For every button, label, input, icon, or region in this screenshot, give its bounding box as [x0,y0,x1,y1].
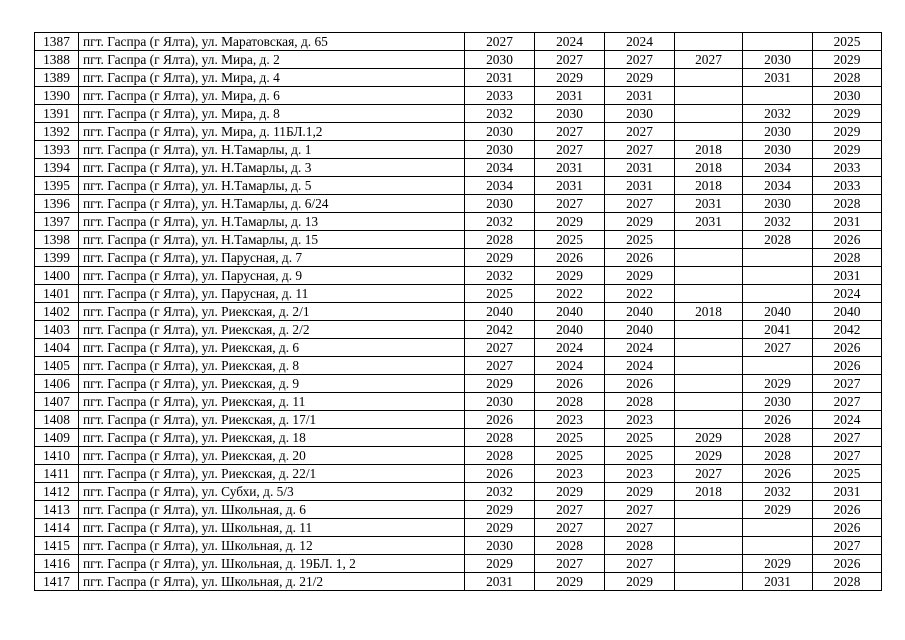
year-cell-4: 2018 [675,483,743,501]
year-cell-1: 2025 [465,285,535,303]
year-cell-3: 2027 [605,195,675,213]
year-cell-4 [675,105,743,123]
table-body [35,33,882,591]
address-cell: пгт. Гаспра (г Ялта), ул. Н.Тамарлы, д. 15 [79,231,465,249]
year-cell-4 [675,87,743,105]
year-cell-3: 2031 [605,159,675,177]
year-cell-6: 2026 [813,501,882,519]
year-cell-4 [675,537,743,555]
row-number-cell: 1388 [35,51,79,69]
row-number-cell: 1411 [35,465,79,483]
year-cell-3: 2027 [605,141,675,159]
table-row [35,339,882,357]
year-cell-5: 2027 [743,339,813,357]
year-cell-1: 2030 [465,141,535,159]
year-cell-5: 2034 [743,159,813,177]
table-row [35,375,882,393]
year-cell-1: 2028 [465,231,535,249]
year-cell-4: 2018 [675,159,743,177]
year-cell-2: 2031 [535,159,605,177]
year-cell-6: 2024 [813,411,882,429]
year-cell-1: 2027 [465,357,535,375]
year-cell-4 [675,375,743,393]
address-cell: пгт. Гаспра (г Ялта), ул. Школьная, д. 11 [79,519,465,537]
year-cell-6: 2029 [813,105,882,123]
address-cell: пгт. Гаспра (г Ялта), ул. Парусная, д. 11 [79,285,465,303]
year-cell-2: 2027 [535,195,605,213]
year-cell-5: 2031 [743,69,813,87]
year-cell-6: 2042 [813,321,882,339]
row-number-cell: 1408 [35,411,79,429]
year-cell-3: 2040 [605,303,675,321]
row-number-cell: 1416 [35,555,79,573]
table-row [35,573,882,591]
row-number-cell: 1398 [35,231,79,249]
year-cell-4 [675,33,743,51]
table-row [35,411,882,429]
year-cell-1: 2030 [465,51,535,69]
address-cell: пгт. Гаспра (г Ялта), ул. Риекская, д. 22/1 [79,465,465,483]
row-number-cell: 1403 [35,321,79,339]
year-cell-6: 2026 [813,519,882,537]
year-cell-6: 2031 [813,267,882,285]
year-cell-6: 2027 [813,375,882,393]
year-cell-3: 2025 [605,429,675,447]
table-row [35,393,882,411]
year-cell-5 [743,267,813,285]
year-cell-3: 2023 [605,465,675,483]
year-cell-1: 2027 [465,339,535,357]
year-cell-1: 2030 [465,123,535,141]
table-row [35,447,882,465]
year-cell-5: 2030 [743,123,813,141]
year-cell-4: 2029 [675,429,743,447]
address-cell: пгт. Гаспра (г Ялта), ул. Риекская, д. 20 [79,447,465,465]
year-cell-6: 2027 [813,537,882,555]
year-cell-4 [675,357,743,375]
row-number-cell: 1405 [35,357,79,375]
row-number-cell: 1414 [35,519,79,537]
year-cell-1: 2042 [465,321,535,339]
year-cell-5: 2032 [743,213,813,231]
year-cell-2: 2024 [535,339,605,357]
year-cell-4: 2031 [675,195,743,213]
year-cell-6: 2027 [813,447,882,465]
year-cell-6: 2027 [813,393,882,411]
year-cell-4: 2027 [675,51,743,69]
address-cell: пгт. Гаспра (г Ялта), ул. Н.Тамарлы, д. 3 [79,159,465,177]
row-number-cell: 1401 [35,285,79,303]
year-cell-6: 2026 [813,357,882,375]
year-cell-6: 2024 [813,285,882,303]
year-cell-3: 2040 [605,321,675,339]
year-cell-4 [675,231,743,249]
year-cell-6: 2028 [813,249,882,267]
address-cell: пгт. Гаспра (г Ялта), ул. Риекская, д. 17/1 [79,411,465,429]
table-row [35,105,882,123]
year-cell-3: 2029 [605,483,675,501]
year-cell-2: 2027 [535,501,605,519]
year-cell-6: 2031 [813,483,882,501]
address-cell: пгт. Гаспра (г Ялта), ул. Школьная, д. 21/2 [79,573,465,591]
year-cell-5: 2030 [743,393,813,411]
year-cell-2: 2031 [535,87,605,105]
table-row [35,69,882,87]
table-row [35,519,882,537]
year-cell-6: 2030 [813,87,882,105]
table-row [35,87,882,105]
year-cell-3: 2025 [605,231,675,249]
table-row [35,357,882,375]
year-cell-1: 2032 [465,267,535,285]
year-cell-3: 2029 [605,267,675,285]
row-number-cell: 1400 [35,267,79,285]
table-row [35,303,882,321]
year-cell-5 [743,285,813,303]
year-cell-6: 2026 [813,339,882,357]
table-row [35,321,882,339]
row-number-cell: 1396 [35,195,79,213]
row-number-cell: 1406 [35,375,79,393]
year-cell-3: 2027 [605,51,675,69]
year-cell-1: 2026 [465,465,535,483]
table-row [35,429,882,447]
address-cell: пгт. Гаспра (г Ялта), ул. Н.Тамарлы, д. 5 [79,177,465,195]
year-cell-4: 2018 [675,303,743,321]
year-cell-4 [675,519,743,537]
year-cell-3: 2029 [605,213,675,231]
table-row [35,51,882,69]
year-cell-6: 2028 [813,69,882,87]
row-number-cell: 1392 [35,123,79,141]
year-cell-3: 2027 [605,555,675,573]
year-cell-3: 2026 [605,375,675,393]
table-row [35,213,882,231]
row-number-cell: 1390 [35,87,79,105]
year-cell-6: 2033 [813,159,882,177]
row-number-cell: 1402 [35,303,79,321]
year-cell-2: 2040 [535,321,605,339]
year-cell-4: 2027 [675,465,743,483]
address-cell: пгт. Гаспра (г Ялта), ул. Риекская, д. 2/1 [79,303,465,321]
year-cell-6: 2028 [813,573,882,591]
year-cell-1: 2026 [465,411,535,429]
year-cell-6: 2026 [813,231,882,249]
table-row [35,195,882,213]
year-cell-5: 2032 [743,483,813,501]
year-cell-6: 2040 [813,303,882,321]
row-number-cell: 1393 [35,141,79,159]
address-cell: пгт. Гаспра (г Ялта), ул. Риекская, д. 11 [79,393,465,411]
year-cell-1: 2031 [465,69,535,87]
year-cell-1: 2030 [465,537,535,555]
year-cell-5: 2029 [743,555,813,573]
year-cell-2: 2025 [535,447,605,465]
year-cell-2: 2029 [535,573,605,591]
year-cell-3: 2022 [605,285,675,303]
year-cell-2: 2024 [535,357,605,375]
row-number-cell: 1407 [35,393,79,411]
year-cell-2: 2027 [535,51,605,69]
row-number-cell: 1391 [35,105,79,123]
table-row [35,501,882,519]
row-number-cell: 1387 [35,33,79,51]
year-cell-5: 2026 [743,465,813,483]
year-cell-4 [675,393,743,411]
address-cell: пгт. Гаспра (г Ялта), ул. Мира, д. 4 [79,69,465,87]
year-cell-1: 2034 [465,177,535,195]
year-cell-3: 2030 [605,105,675,123]
year-cell-1: 2034 [465,159,535,177]
year-cell-1: 2028 [465,447,535,465]
year-cell-4: 2018 [675,141,743,159]
address-cell: пгт. Гаспра (г Ялта), ул. Мира, д. 8 [79,105,465,123]
row-number-cell: 1413 [35,501,79,519]
table-row [35,33,882,51]
year-cell-5 [743,357,813,375]
year-cell-5: 2028 [743,429,813,447]
year-cell-3: 2031 [605,177,675,195]
year-cell-2: 2023 [535,411,605,429]
year-cell-5 [743,87,813,105]
year-cell-4: 2018 [675,177,743,195]
year-cell-2: 2023 [535,465,605,483]
row-number-cell: 1399 [35,249,79,267]
year-cell-3: 2024 [605,33,675,51]
address-cell: пгт. Гаспра (г Ялта), ул. Парусная, д. 7 [79,249,465,267]
year-cell-3: 2028 [605,393,675,411]
table-row [35,285,882,303]
address-cell: пгт. Гаспра (г Ялта), ул. Парусная, д. 9 [79,267,465,285]
address-cell: пгт. Гаспра (г Ялта), ул. Школьная, д. 12 [79,537,465,555]
year-cell-5: 2029 [743,375,813,393]
address-cell: пгт. Гаспра (г Ялта), ул. Риекская, д. 18 [79,429,465,447]
year-cell-6: 2029 [813,51,882,69]
address-cell: пгт. Гаспра (г Ялта), ул. Маратовская, д. 65 [79,33,465,51]
year-cell-1: 2029 [465,249,535,267]
year-cell-3: 2025 [605,447,675,465]
address-cell: пгт. Гаспра (г Ялта), ул. Н.Тамарлы, д. 13 [79,213,465,231]
year-cell-2: 2024 [535,33,605,51]
year-cell-1: 2029 [465,519,535,537]
year-cell-3: 2029 [605,69,675,87]
table-row [35,249,882,267]
year-cell-3: 2023 [605,411,675,429]
address-cell: пгт. Гаспра (г Ялта), ул. Мира, д. 2 [79,51,465,69]
year-cell-5 [743,249,813,267]
year-cell-3: 2027 [605,501,675,519]
year-cell-4 [675,501,743,519]
year-cell-1: 2031 [465,573,535,591]
year-cell-6: 2026 [813,555,882,573]
year-cell-4 [675,249,743,267]
year-cell-5 [743,519,813,537]
year-cell-3: 2024 [605,357,675,375]
year-cell-2: 2022 [535,285,605,303]
year-cell-4 [675,411,743,429]
year-cell-2: 2028 [535,537,605,555]
year-cell-3: 2024 [605,339,675,357]
year-cell-1: 2029 [465,375,535,393]
row-number-cell: 1394 [35,159,79,177]
year-cell-2: 2029 [535,213,605,231]
address-cell: пгт. Гаспра (г Ялта), ул. Риекская, д. 9 [79,375,465,393]
year-cell-1: 2040 [465,303,535,321]
year-cell-2: 2027 [535,519,605,537]
table-row [35,555,882,573]
year-cell-6: 2028 [813,195,882,213]
year-cell-3: 2027 [605,519,675,537]
table-row [35,159,882,177]
year-cell-3: 2028 [605,537,675,555]
table-row [35,465,882,483]
year-cell-6: 2027 [813,429,882,447]
address-cell: пгт. Гаспра (г Ялта), ул. Риекская, д. 2/2 [79,321,465,339]
year-cell-5: 2030 [743,141,813,159]
year-cell-6: 2025 [813,465,882,483]
year-cell-2: 2027 [535,555,605,573]
year-cell-4 [675,573,743,591]
row-number-cell: 1412 [35,483,79,501]
year-cell-4 [675,123,743,141]
year-cell-2: 2029 [535,483,605,501]
year-cell-1: 2032 [465,105,535,123]
year-cell-2: 2026 [535,375,605,393]
year-cell-4: 2031 [675,213,743,231]
year-cell-4 [675,321,743,339]
year-cell-2: 2025 [535,429,605,447]
address-cell: пгт. Гаспра (г Ялта), ул. Н.Тамарлы, д. 6/24 [79,195,465,213]
table-row [35,537,882,555]
year-cell-2: 2030 [535,105,605,123]
row-number-cell: 1389 [35,69,79,87]
year-cell-1: 2032 [465,213,535,231]
year-cell-2: 2029 [535,69,605,87]
row-number-cell: 1397 [35,213,79,231]
year-cell-5: 2031 [743,573,813,591]
year-cell-4 [675,285,743,303]
year-cell-1: 2029 [465,501,535,519]
year-cell-5: 2028 [743,231,813,249]
year-cell-6: 2025 [813,33,882,51]
year-cell-2: 2031 [535,177,605,195]
year-cell-2: 2029 [535,267,605,285]
table-row [35,141,882,159]
address-cell: пгт. Гаспра (г Ялта), ул. Мира, д. 6 [79,87,465,105]
row-number-cell: 1409 [35,429,79,447]
address-cell: пгт. Гаспра (г Ялта), ул. Субхи, д. 5/3 [79,483,465,501]
address-cell: пгт. Гаспра (г Ялта), ул. Школьная, д. 6 [79,501,465,519]
year-cell-5: 2030 [743,51,813,69]
row-number-cell: 1410 [35,447,79,465]
year-cell-4 [675,69,743,87]
year-cell-5: 2030 [743,195,813,213]
year-cell-2: 2040 [535,303,605,321]
table-row [35,123,882,141]
year-cell-1: 2027 [465,33,535,51]
address-cell: пгт. Гаспра (г Ялта), ул. Школьная, д. 19БЛ. 1, 2 [79,555,465,573]
year-cell-5: 2034 [743,177,813,195]
year-cell-5: 2041 [743,321,813,339]
year-cell-3: 2026 [605,249,675,267]
year-cell-3: 2027 [605,123,675,141]
year-cell-1: 2032 [465,483,535,501]
year-cell-6: 2029 [813,141,882,159]
row-number-cell: 1417 [35,573,79,591]
year-cell-5: 2029 [743,501,813,519]
year-cell-2: 2027 [535,141,605,159]
year-cell-5: 2028 [743,447,813,465]
year-cell-6: 2031 [813,213,882,231]
year-cell-6: 2033 [813,177,882,195]
year-cell-2: 2028 [535,393,605,411]
table-row [35,483,882,501]
year-cell-4: 2029 [675,447,743,465]
year-cell-5: 2026 [743,411,813,429]
year-cell-1: 2033 [465,87,535,105]
address-cell: пгт. Гаспра (г Ялта), ул. Риекская, д. 6 [79,339,465,357]
year-cell-5 [743,33,813,51]
address-cell: пгт. Гаспра (г Ялта), ул. Мира, д. 11БЛ.1,2 [79,123,465,141]
year-cell-5: 2032 [743,105,813,123]
year-cell-5: 2040 [743,303,813,321]
year-cell-1: 2028 [465,429,535,447]
address-cell: пгт. Гаспра (г Ялта), ул. Риекская, д. 8 [79,357,465,375]
year-cell-6: 2029 [813,123,882,141]
row-number-cell: 1395 [35,177,79,195]
year-cell-4 [675,267,743,285]
row-number-cell: 1404 [35,339,79,357]
year-cell-2: 2027 [535,123,605,141]
table-row [35,177,882,195]
address-cell: пгт. Гаспра (г Ялта), ул. Н.Тамарлы, д. 1 [79,141,465,159]
table-row [35,231,882,249]
table-row [35,267,882,285]
year-cell-2: 2025 [535,231,605,249]
year-cell-4 [675,339,743,357]
year-cell-2: 2026 [535,249,605,267]
year-cell-1: 2030 [465,393,535,411]
housing-schedule-table [34,32,882,591]
year-cell-4 [675,555,743,573]
year-cell-5 [743,537,813,555]
year-cell-3: 2031 [605,87,675,105]
year-cell-3: 2029 [605,573,675,591]
year-cell-1: 2029 [465,555,535,573]
row-number-cell: 1415 [35,537,79,555]
year-cell-1: 2030 [465,195,535,213]
